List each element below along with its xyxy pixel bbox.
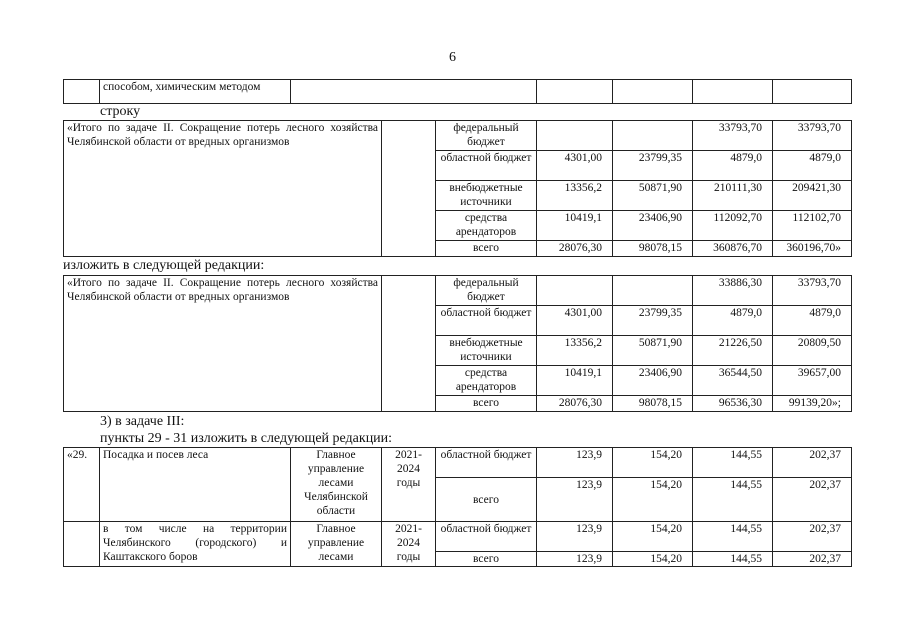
funding-source: областной бюджет [436, 151, 537, 181]
value-cell: 202,37 [773, 552, 852, 567]
funding-source: областной бюджет [436, 448, 537, 478]
value-cell: 33886,30 [693, 276, 773, 306]
table-row [64, 276, 852, 306]
item-number: «29. [64, 448, 100, 522]
value-cell: 28076,30 [537, 241, 613, 257]
value-cell: 154,20 [613, 522, 693, 552]
funding-source: всего [436, 478, 537, 522]
funding-source: всего [436, 552, 537, 567]
funding-source: средства арендаторов [436, 366, 537, 396]
value-cell: 154,20 [613, 478, 693, 522]
empty-cell [613, 80, 693, 104]
funding-source: федеральный бюджет [436, 121, 537, 151]
table-old-totals [63, 120, 852, 257]
table-row [64, 121, 852, 151]
empty-cell [382, 276, 436, 412]
period: 2021-2024 годы [382, 448, 436, 522]
value-cell: 33793,70 [773, 276, 852, 306]
funding-source: средства арендаторов [436, 211, 537, 241]
value-cell: 13356,2 [537, 181, 613, 211]
heading-points: пункты 29 - 31 изложить в следующей редакции: [100, 431, 393, 446]
value-cell: 33793,70 [773, 121, 852, 151]
empty-cell [64, 522, 100, 567]
value-cell: 202,37 [773, 478, 852, 522]
empty-cell [537, 80, 613, 104]
value-cell: 4879,0 [693, 151, 773, 181]
method-text: способом, химическим методом [100, 80, 291, 104]
value-cell: 20809,50 [773, 336, 852, 366]
empty-cell [64, 80, 100, 104]
value-cell: 202,37 [773, 522, 852, 552]
task-total-title: «Итого по задаче II. Сокращение потерь лесного хозяйства Челябинской области от вредных организмов [64, 276, 382, 412]
funding-source: областной бюджет [436, 306, 537, 336]
table-row [64, 522, 852, 552]
value-cell: 112102,70 [773, 211, 852, 241]
value-cell: 4301,00 [537, 151, 613, 181]
value-cell: 154,20 [613, 552, 693, 567]
value-cell: 50871,90 [613, 336, 693, 366]
value-cell: 360876,70 [693, 241, 773, 257]
value-cell: 144,55 [693, 448, 773, 478]
value-cell: 4879,0 [773, 306, 852, 336]
value-cell: 36544,50 [693, 366, 773, 396]
value-cell: 10419,1 [537, 366, 613, 396]
heading-edit: изложить в следующей редакции: [63, 258, 265, 273]
value-cell: 360196,70» [773, 241, 852, 257]
value-cell: 4301,00 [537, 306, 613, 336]
activity-name: Посадка и посев леса [100, 448, 291, 522]
value-cell: 21226,50 [693, 336, 773, 366]
value-cell [613, 121, 693, 151]
heading-stroku: строку [100, 104, 141, 119]
empty-cell [382, 121, 436, 257]
value-cell: 98078,15 [613, 396, 693, 412]
value-cell: 144,55 [693, 552, 773, 567]
table-method-row [63, 79, 852, 104]
funding-source: внебюджетные источники [436, 336, 537, 366]
value-cell: 50871,90 [613, 181, 693, 211]
executor: Главное управление лесами Челябинской области [291, 448, 382, 522]
empty-cell [773, 80, 852, 104]
value-cell [537, 121, 613, 151]
value-cell: 13356,2 [537, 336, 613, 366]
value-cell [613, 276, 693, 306]
value-cell: 23406,90 [613, 366, 693, 396]
value-cell: 123,9 [537, 552, 613, 567]
value-cell: 123,9 [537, 478, 613, 522]
value-cell: 99139,20»; [773, 396, 852, 412]
period: 2021-2024 годы [382, 522, 436, 567]
value-cell: 39657,00 [773, 366, 852, 396]
task-total-title: «Итого по задаче II. Сокращение потерь лесного хозяйства Челябинской области от вредных организмов [64, 121, 382, 257]
value-cell: 154,20 [613, 448, 693, 478]
value-cell: 202,37 [773, 448, 852, 478]
value-cell: 23799,35 [613, 151, 693, 181]
value-cell: 23406,90 [613, 211, 693, 241]
funding-source: всего [436, 396, 537, 412]
empty-cell [291, 80, 537, 104]
executor: Главное управление лесами [291, 522, 382, 567]
value-cell: 4879,0 [693, 306, 773, 336]
funding-source: федеральный бюджет [436, 276, 537, 306]
value-cell: 123,9 [537, 522, 613, 552]
value-cell: 10419,1 [537, 211, 613, 241]
page-number: 6 [449, 50, 456, 65]
value-cell [537, 276, 613, 306]
value-cell: 112092,70 [693, 211, 773, 241]
value-cell: 28076,30 [537, 396, 613, 412]
empty-cell [693, 80, 773, 104]
table-row [64, 448, 852, 478]
table-task3 [63, 447, 852, 567]
table-new-totals [63, 275, 852, 412]
value-cell: 23799,35 [613, 306, 693, 336]
value-cell: 144,55 [693, 478, 773, 522]
value-cell: 96536,30 [693, 396, 773, 412]
funding-source: внебюджетные источники [436, 181, 537, 211]
value-cell: 210111,30 [693, 181, 773, 211]
value-cell: 144,55 [693, 522, 773, 552]
activity-name: в том числе на территории Челябинского (городского) и Каштакского боров [100, 522, 291, 567]
value-cell: 98078,15 [613, 241, 693, 257]
value-cell: 4879,0 [773, 151, 852, 181]
funding-source: всего [436, 241, 537, 257]
funding-source: областной бюджет [436, 522, 537, 552]
heading-task3: 3) в задаче III: [100, 414, 185, 429]
value-cell: 123,9 [537, 448, 613, 478]
value-cell: 209421,30 [773, 181, 852, 211]
value-cell: 33793,70 [693, 121, 773, 151]
